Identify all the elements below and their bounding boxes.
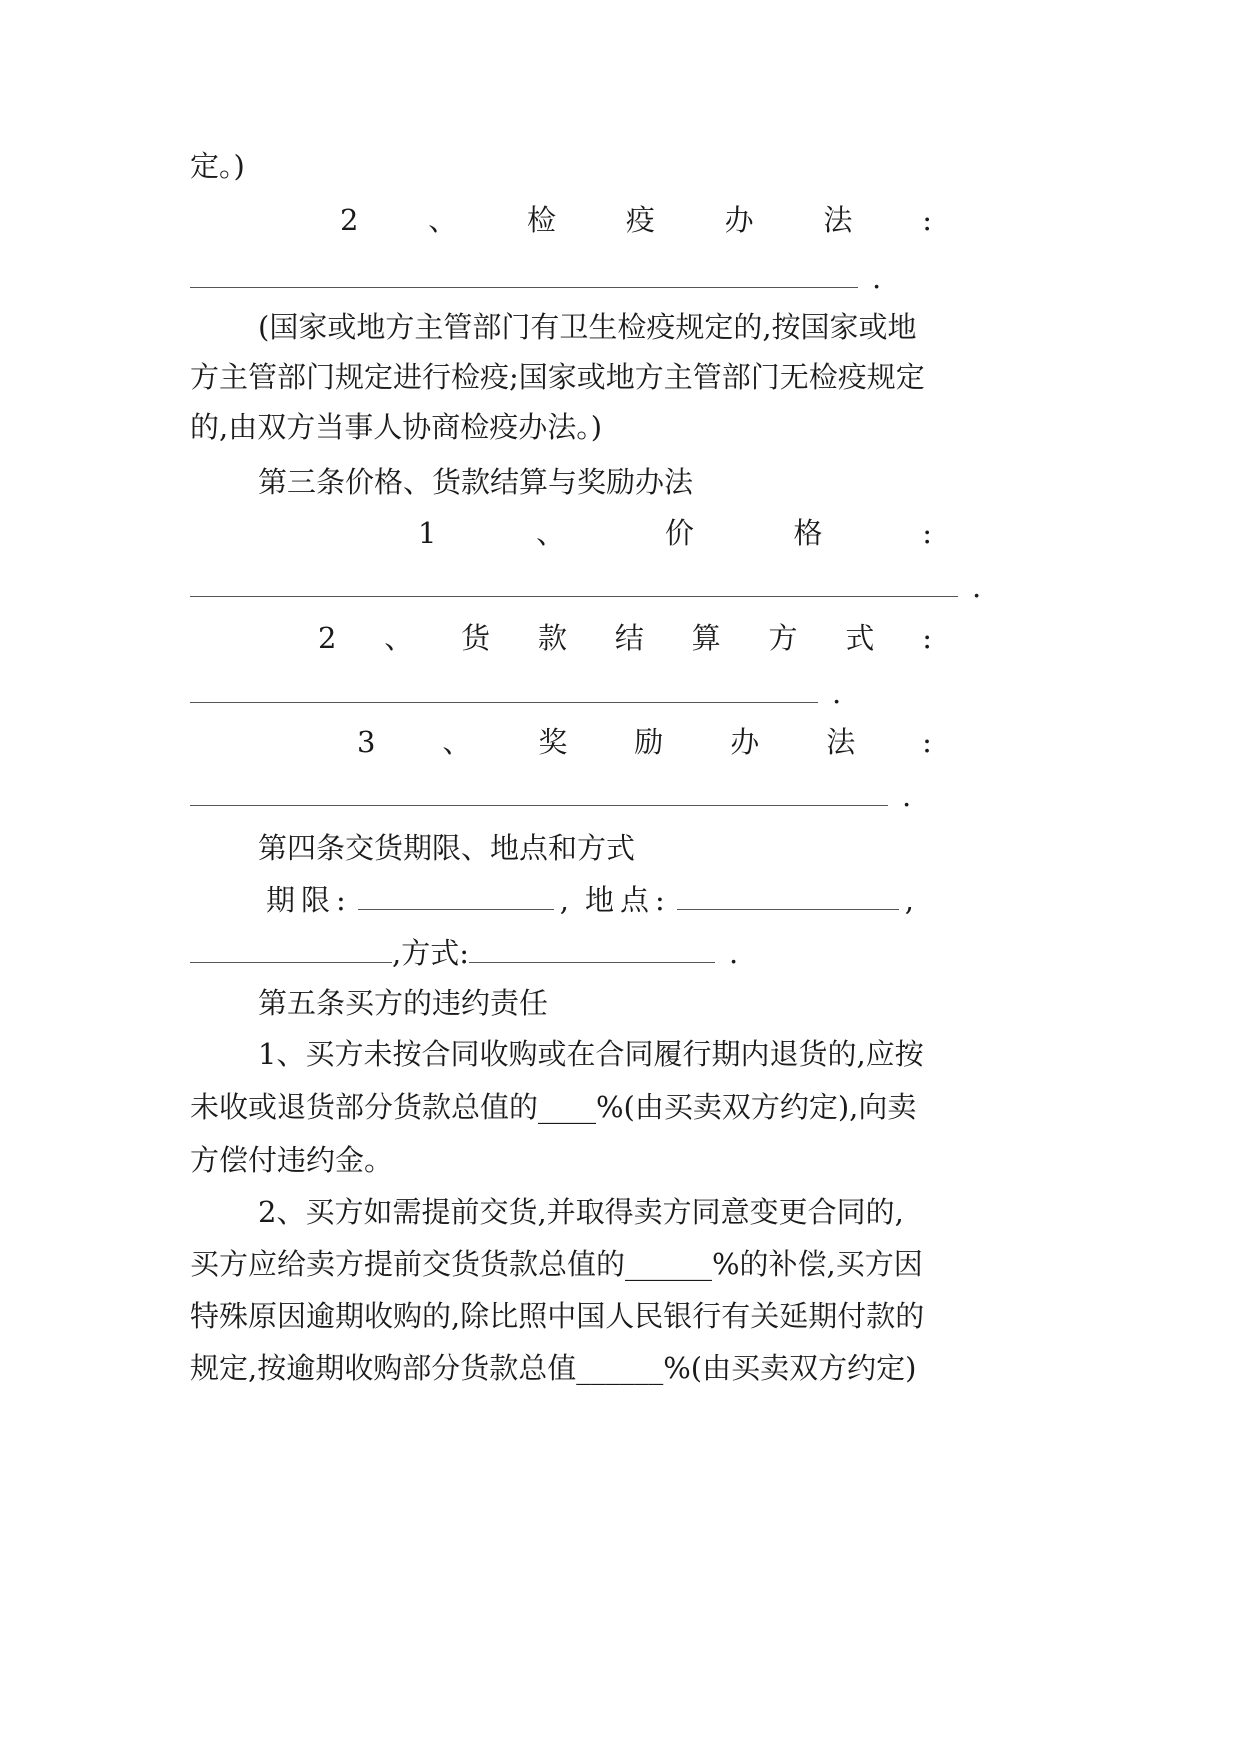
- fill-blank[interactable]: [190, 261, 858, 288]
- paragraph-line: 方主管部门规定进行检疫;国家或地方主管部门无检疫规定: [190, 360, 925, 394]
- article-heading: 第四条交货期限、地点和方式: [258, 831, 636, 865]
- deadline-blank[interactable]: [358, 883, 554, 910]
- item-number: 2: [340, 203, 359, 237]
- paragraph-line: 方偿付违约金。: [190, 1143, 394, 1177]
- text-line: 定。): [190, 149, 245, 183]
- blank-line: .: [190, 776, 1050, 816]
- method-line: ,方式: .: [190, 933, 1050, 973]
- paragraph-line: (国家或地方主管部门有卫生检疫规定的,按国家或地: [258, 310, 917, 344]
- item-heading-inspection: 2 、 检 疫 办 法 :: [340, 200, 932, 240]
- article-heading: 第三条价格、货款结算与奖励办法: [258, 465, 694, 499]
- deadline-line: 期限: , 地点: ,: [266, 883, 920, 917]
- blank-line: .: [190, 258, 1050, 298]
- item-heading-payment: 2 、 货 款 结 算 方 式 :: [318, 621, 932, 655]
- item-heading-reward: 3 、 奖 励 办 法 :: [357, 725, 932, 759]
- fill-blank[interactable]: [190, 570, 958, 597]
- blank-line: .: [190, 567, 1050, 607]
- paragraph-line: 未收或退货部分货款总值的____%(由买卖双方约定),向卖: [190, 1090, 917, 1124]
- method-blank[interactable]: [469, 936, 715, 963]
- fill-blank[interactable]: [190, 676, 818, 703]
- paragraph-line: 规定,按逾期收购部分货款总值______%(由买卖双方约定): [190, 1351, 917, 1385]
- fill-blank[interactable]: [190, 779, 888, 806]
- paragraph-line: 的,由双方当事人协商检疫办法。): [190, 410, 603, 444]
- paragraph-line: 特殊原因逾期收购的,除比照中国人民银行有关延期付款的: [190, 1299, 925, 1333]
- article-heading: 第五条买方的违约责任: [258, 986, 549, 1020]
- paragraph-line: 1、买方未按合同收购或在合同履行期内退货的,应按: [258, 1037, 924, 1071]
- blank-line: .: [190, 673, 1050, 713]
- location-blank[interactable]: [677, 883, 899, 910]
- paragraph-line: 买方应给卖方提前交货货款总值的______%的补偿,买方因: [190, 1247, 923, 1281]
- fill-blank[interactable]: [190, 936, 392, 963]
- paragraph-line: 2、买方如需提前交货,并取得卖方同意变更合同的,: [258, 1195, 904, 1229]
- item-heading-price: 1 、 价 格 :: [418, 516, 932, 550]
